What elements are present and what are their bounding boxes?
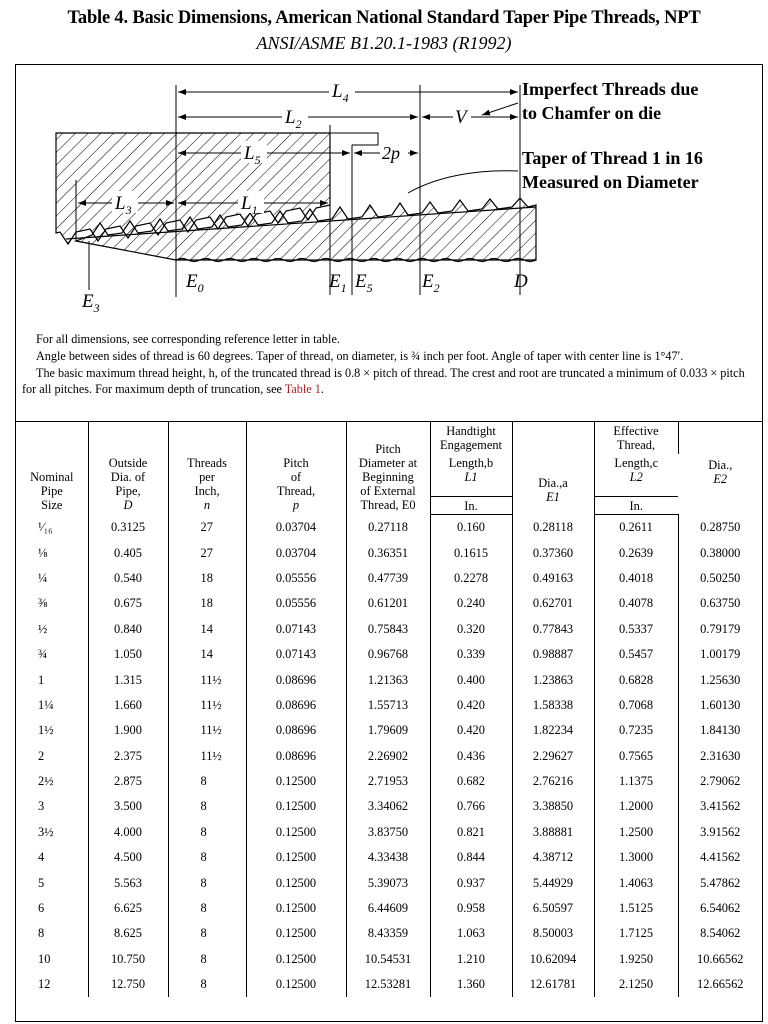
table-row (16, 718, 762, 743)
table-cell: 4.500 (88, 845, 168, 870)
table-row (16, 947, 762, 972)
table-cell: 0.63750 (700, 596, 741, 611)
table-cell: 1.21363 (346, 667, 430, 692)
table-cell: 8 (168, 972, 246, 997)
table-row (16, 642, 762, 667)
table-cell: 3.34062 (346, 794, 430, 819)
table-cell: 0.420 (430, 718, 512, 743)
unit-l1: In. (430, 497, 512, 515)
table-cell: 0.28118 (512, 515, 594, 541)
table-cell: 11½ (168, 667, 246, 692)
table-cell: 3.88881 (512, 820, 594, 845)
table-cell: 10.750 (88, 947, 168, 972)
table-cell: ½ (16, 617, 88, 642)
col-dia-e1: Dia.,a E1 (512, 422, 594, 515)
table-cell: 0.240 (430, 591, 512, 616)
table-cell: 1.063 (430, 921, 512, 946)
col-pitch: Pitch of Thread, p (246, 422, 346, 515)
table-cell: 1.55713 (346, 693, 430, 718)
table-cell: 4.41562 (700, 850, 741, 865)
table-cell: ¹⁄₁₆ (16, 515, 88, 541)
table-row (16, 794, 762, 819)
table-cell: 0.36351 (346, 540, 430, 565)
dimensions-table (16, 421, 762, 997)
table-cell: 0.12500 (246, 972, 346, 997)
table-cell: 1.2500 (594, 820, 678, 845)
table-row (16, 896, 762, 921)
table-cell: 3.83750 (346, 820, 430, 845)
table-cell: ⅜ (16, 591, 88, 616)
label-l1: $L_1$ (241, 193, 258, 217)
table-cell: 14 (168, 617, 246, 642)
table-cell: 12.61781 (512, 972, 594, 997)
table-cell: ⅛ (16, 540, 88, 565)
label-e2: $E_2$ (422, 271, 440, 295)
label-l5: $L_5$ (244, 143, 261, 167)
table-cell: 5.44929 (512, 870, 594, 895)
table-row (16, 591, 762, 616)
table-cell: 10.54531 (346, 947, 430, 972)
table-cell: 12.66562 (697, 977, 744, 992)
label-e5: $E_5$ (355, 271, 373, 295)
table-cell: 6.54062 (700, 901, 741, 916)
table-cell: 8 (168, 947, 246, 972)
table-cell: 2.31630 (700, 748, 741, 763)
table-cell: 8 (168, 769, 246, 794)
table-cell: 0.160 (430, 515, 512, 541)
table-cell: 2.79062 (700, 774, 741, 789)
label-e1: $E_1$ (329, 271, 347, 295)
table-cell: 1.00179 (700, 647, 741, 662)
label-e0: $E_0$ (186, 271, 204, 295)
table-cell: 0.7565 (594, 744, 678, 769)
table-cell: 1 (16, 667, 88, 692)
table-cell: 0.400 (430, 667, 512, 692)
table-cell: 5 (16, 870, 88, 895)
table-cell: 0.12500 (246, 947, 346, 972)
table-cell: 11½ (168, 718, 246, 743)
table-cell: 1.315 (88, 667, 168, 692)
group-effective-thread: Effective Thread, (594, 422, 678, 455)
table-cell: 1.7125 (594, 921, 678, 946)
table-row (16, 845, 762, 870)
table-cell: 8.625 (88, 921, 168, 946)
table-cell: 27 (168, 540, 246, 565)
table-cell: 1.360 (430, 972, 512, 997)
table-cell: 0.540 (88, 566, 168, 591)
label-2p: 2p (382, 143, 400, 163)
thread-diagram (16, 65, 762, 331)
table-cell: 0.12500 (246, 769, 346, 794)
table-cell: 6.50597 (512, 896, 594, 921)
table-cell: 1.1375 (594, 769, 678, 794)
table-cell: 1.82234 (512, 718, 594, 743)
table-cell: 2½ (16, 769, 88, 794)
table-cell: 0.958 (430, 896, 512, 921)
table-row (16, 515, 762, 541)
table-cell: 10 (16, 947, 88, 972)
table-cell: 0.08696 (246, 744, 346, 769)
table-row (16, 693, 762, 718)
table-cell: 1¼ (16, 693, 88, 718)
table-cell: 0.1615 (430, 540, 512, 565)
label-v: V (455, 107, 467, 128)
table-cell: 18 (168, 591, 246, 616)
table-cell: 1.210 (430, 947, 512, 972)
callout-taper-line1: Taper of Thread 1 in 16 (522, 148, 703, 168)
label-l2: $L_2$ (285, 107, 302, 131)
table-row (16, 566, 762, 591)
table-cell: 1.58338 (512, 693, 594, 718)
table-cell: 5.47862 (700, 875, 741, 890)
table-cell: 4.000 (88, 820, 168, 845)
table-cell: 0.38000 (700, 545, 741, 560)
table-cell: 1.79609 (346, 718, 430, 743)
table-cell: 10.62094 (512, 947, 594, 972)
table-cell: 0.05556 (246, 591, 346, 616)
table-cell: 0.98887 (512, 642, 594, 667)
table-cell: 0.5337 (594, 617, 678, 642)
table-cell: 0.49163 (512, 566, 594, 591)
table-cell: 2.26902 (346, 744, 430, 769)
table-cell: 3.91562 (700, 824, 741, 839)
table-cell: 0.12500 (246, 921, 346, 946)
table-cell: 0.2639 (594, 540, 678, 565)
table-row (16, 921, 762, 946)
col-length-l1: Length,b L1 (430, 454, 512, 497)
table-cell: 11½ (168, 744, 246, 769)
table-cell: 2.76216 (512, 769, 594, 794)
table-cell: 12.53281 (346, 972, 430, 997)
table-cell: 8 (16, 921, 88, 946)
table-cell: 0.47739 (346, 566, 430, 591)
callout-taper-line2: Measured on Diameter (522, 172, 699, 192)
table-row (16, 744, 762, 769)
callout-imperfect-threads-line1: Imperfect Threads due (522, 79, 699, 99)
unit-l2: In. (594, 497, 678, 515)
table-cell: 12 (16, 972, 88, 997)
table-cell: 0.08696 (246, 693, 346, 718)
table-cell: 0.320 (430, 617, 512, 642)
note-thread-angle: Angle between sides of thread is 60 degrees. Taper of thread, on diameter, is ¾ inch per foot. Angle of taper with center line is 1°47′. (36, 349, 684, 363)
table-cell: 0.79179 (700, 621, 741, 636)
table-cell: 0.05556 (246, 566, 346, 591)
table-cell: 2.1250 (594, 972, 678, 997)
col-dia-e2: Dia., E2 (708, 458, 733, 486)
label-l3: $L_3$ (115, 193, 132, 217)
table-cell: 0.7235 (594, 718, 678, 743)
label-e3: $E_3$ (82, 291, 100, 315)
table-frame (15, 64, 763, 1022)
table-cell: 1.60130 (700, 697, 741, 712)
table-cell: 0.844 (430, 845, 512, 870)
table-cell: 1.900 (88, 718, 168, 743)
table-cell: 0.4018 (594, 566, 678, 591)
table-cell: 8 (168, 921, 246, 946)
table-cell: 8 (168, 896, 246, 921)
table-cell: 0.03704 (246, 515, 346, 541)
table-cell: 8.54062 (700, 926, 741, 941)
col-threads-per-inch: Threads per Inch, n (168, 422, 246, 515)
table-cell: 10.66562 (697, 951, 744, 966)
table-cell: 0.28750 (700, 519, 741, 534)
table-cell: 0.08696 (246, 718, 346, 743)
table-cell: 0.03704 (246, 540, 346, 565)
table-cell: 2.71953 (346, 769, 430, 794)
table-cell: 2.375 (88, 744, 168, 769)
table-title: Table 4. Basic Dimensions, American National Standard Taper Pipe Threads, NPT (67, 8, 701, 28)
table-cell: 27 (168, 515, 246, 541)
table-cell: 0.5457 (594, 642, 678, 667)
table-cell: 0.4078 (594, 591, 678, 616)
table-cell: 2 (16, 744, 88, 769)
table-cell: 0.3125 (88, 515, 168, 541)
table-cell: 0.840 (88, 617, 168, 642)
table-row (16, 667, 762, 692)
twop-box (330, 133, 378, 145)
table-cell: 0.6828 (594, 667, 678, 692)
table-cell: 5.39073 (346, 870, 430, 895)
table-cell: 0.12500 (246, 794, 346, 819)
callout-imperfect-leader (482, 103, 518, 115)
table-cell: 0.2278 (430, 566, 512, 591)
table-row (16, 617, 762, 642)
note-reference-letters: For all dimensions, see corresponding reference letter in table. (36, 332, 340, 346)
table-cell: 0.339 (430, 642, 512, 667)
table-cell: 8 (168, 794, 246, 819)
table-cell: 1.3000 (594, 845, 678, 870)
table-cell: 0.08696 (246, 667, 346, 692)
label-l4: $L_4$ (332, 81, 349, 105)
table-cell: 1.050 (88, 642, 168, 667)
table-cell: 1.660 (88, 693, 168, 718)
callout-imperfect-threads-line2: to Chamfer on die (522, 103, 662, 123)
table-cell: 0.27118 (346, 515, 430, 541)
table-cell: 3.500 (88, 794, 168, 819)
table-cell: ¼ (16, 566, 88, 591)
group-handtight-engagement: Handtight Engagement (430, 422, 512, 455)
table-cell: 0.420 (430, 693, 512, 718)
table-1-link[interactable]: Table 1 (284, 382, 321, 396)
table-cell: 3 (16, 794, 88, 819)
table-cell: 0.96768 (346, 642, 430, 667)
table-cell: 1.4063 (594, 870, 678, 895)
col-outside-dia: Outside Dia. of Pipe, D (88, 422, 168, 515)
table-cell: 0.682 (430, 769, 512, 794)
table-cell: 0.37360 (512, 540, 594, 565)
table-cell: 18 (168, 566, 246, 591)
table-cell: 0.766 (430, 794, 512, 819)
table-cell: 0.7068 (594, 693, 678, 718)
table-row (16, 769, 762, 794)
col-pitch-diameter-e0: Pitch Diameter at Beginning of External Thread, E0 (346, 422, 430, 515)
table-cell: 1.23863 (512, 667, 594, 692)
table-cell: 0.07143 (246, 617, 346, 642)
table-cell: 0.61201 (346, 591, 430, 616)
col-length-l2: Length,c L2 (614, 456, 659, 484)
table-cell: 3½ (16, 820, 88, 845)
callout-taper-leader (408, 171, 518, 193)
label-d: D (514, 271, 528, 292)
table-cell: ¾ (16, 642, 88, 667)
table-cell: 0.12500 (246, 870, 346, 895)
table-cell: 4.38712 (512, 845, 594, 870)
table-row (16, 870, 762, 895)
table-cell: 6 (16, 896, 88, 921)
table-cell: 6.625 (88, 896, 168, 921)
table-cell: 4.33438 (346, 845, 430, 870)
table-cell: 1.2000 (594, 794, 678, 819)
table-cell: 2.29627 (512, 744, 594, 769)
table-cell: 3.38850 (512, 794, 594, 819)
table-cell: 0.62701 (512, 591, 594, 616)
table-cell: 12.750 (88, 972, 168, 997)
standard-designation: ANSI/ASME B1.20.1-1983 (R1992) (256, 33, 512, 53)
table-cell: 0.12500 (246, 896, 346, 921)
table-cell: 8.50003 (512, 921, 594, 946)
table-cell: 0.77843 (512, 617, 594, 642)
table-cell: 0.821 (430, 820, 512, 845)
table-cell: 2.875 (88, 769, 168, 794)
table-cell: 0.436 (430, 744, 512, 769)
table-cell: 11½ (168, 693, 246, 718)
table-cell: 8 (168, 845, 246, 870)
table-cell: 8 (168, 820, 246, 845)
notes (22, 331, 754, 398)
table-cell: 0.405 (88, 540, 168, 565)
table-cell: 8 (168, 870, 246, 895)
table-cell: 1.84130 (700, 723, 741, 738)
table-cell: 14 (168, 642, 246, 667)
table-cell: 1.5125 (594, 896, 678, 921)
table-cell: 0.07143 (246, 642, 346, 667)
table-cell: 8.43359 (346, 921, 430, 946)
table-row (16, 540, 762, 565)
table-row (16, 820, 762, 845)
table-cell: 4 (16, 845, 88, 870)
table-cell: 3.41562 (700, 799, 741, 814)
col-nominal-pipe-size: Nominal Pipe Size (16, 422, 88, 515)
note-thread-height: The basic maximum thread height, h, of the truncated thread is 0.8 × pitch of thread. The crest and root are truncated a minimum of 0.033 × pitch for all pitches. For maximum depth of truncation, see Table 1. (22, 366, 745, 396)
table-cell: 0.937 (430, 870, 512, 895)
table-row (16, 972, 762, 997)
table-cell: 0.50250 (700, 570, 741, 585)
table-cell: 1.25630 (700, 672, 741, 687)
table-cell: 0.75843 (346, 617, 430, 642)
table-cell: 5.563 (88, 870, 168, 895)
table-cell: 6.44609 (346, 896, 430, 921)
table-cell: 1.9250 (594, 947, 678, 972)
table-cell: 0.12500 (246, 820, 346, 845)
table-cell: 0.2611 (594, 515, 678, 541)
table-cell: 1½ (16, 718, 88, 743)
table-cell: 0.12500 (246, 845, 346, 870)
table-cell: 0.675 (88, 591, 168, 616)
